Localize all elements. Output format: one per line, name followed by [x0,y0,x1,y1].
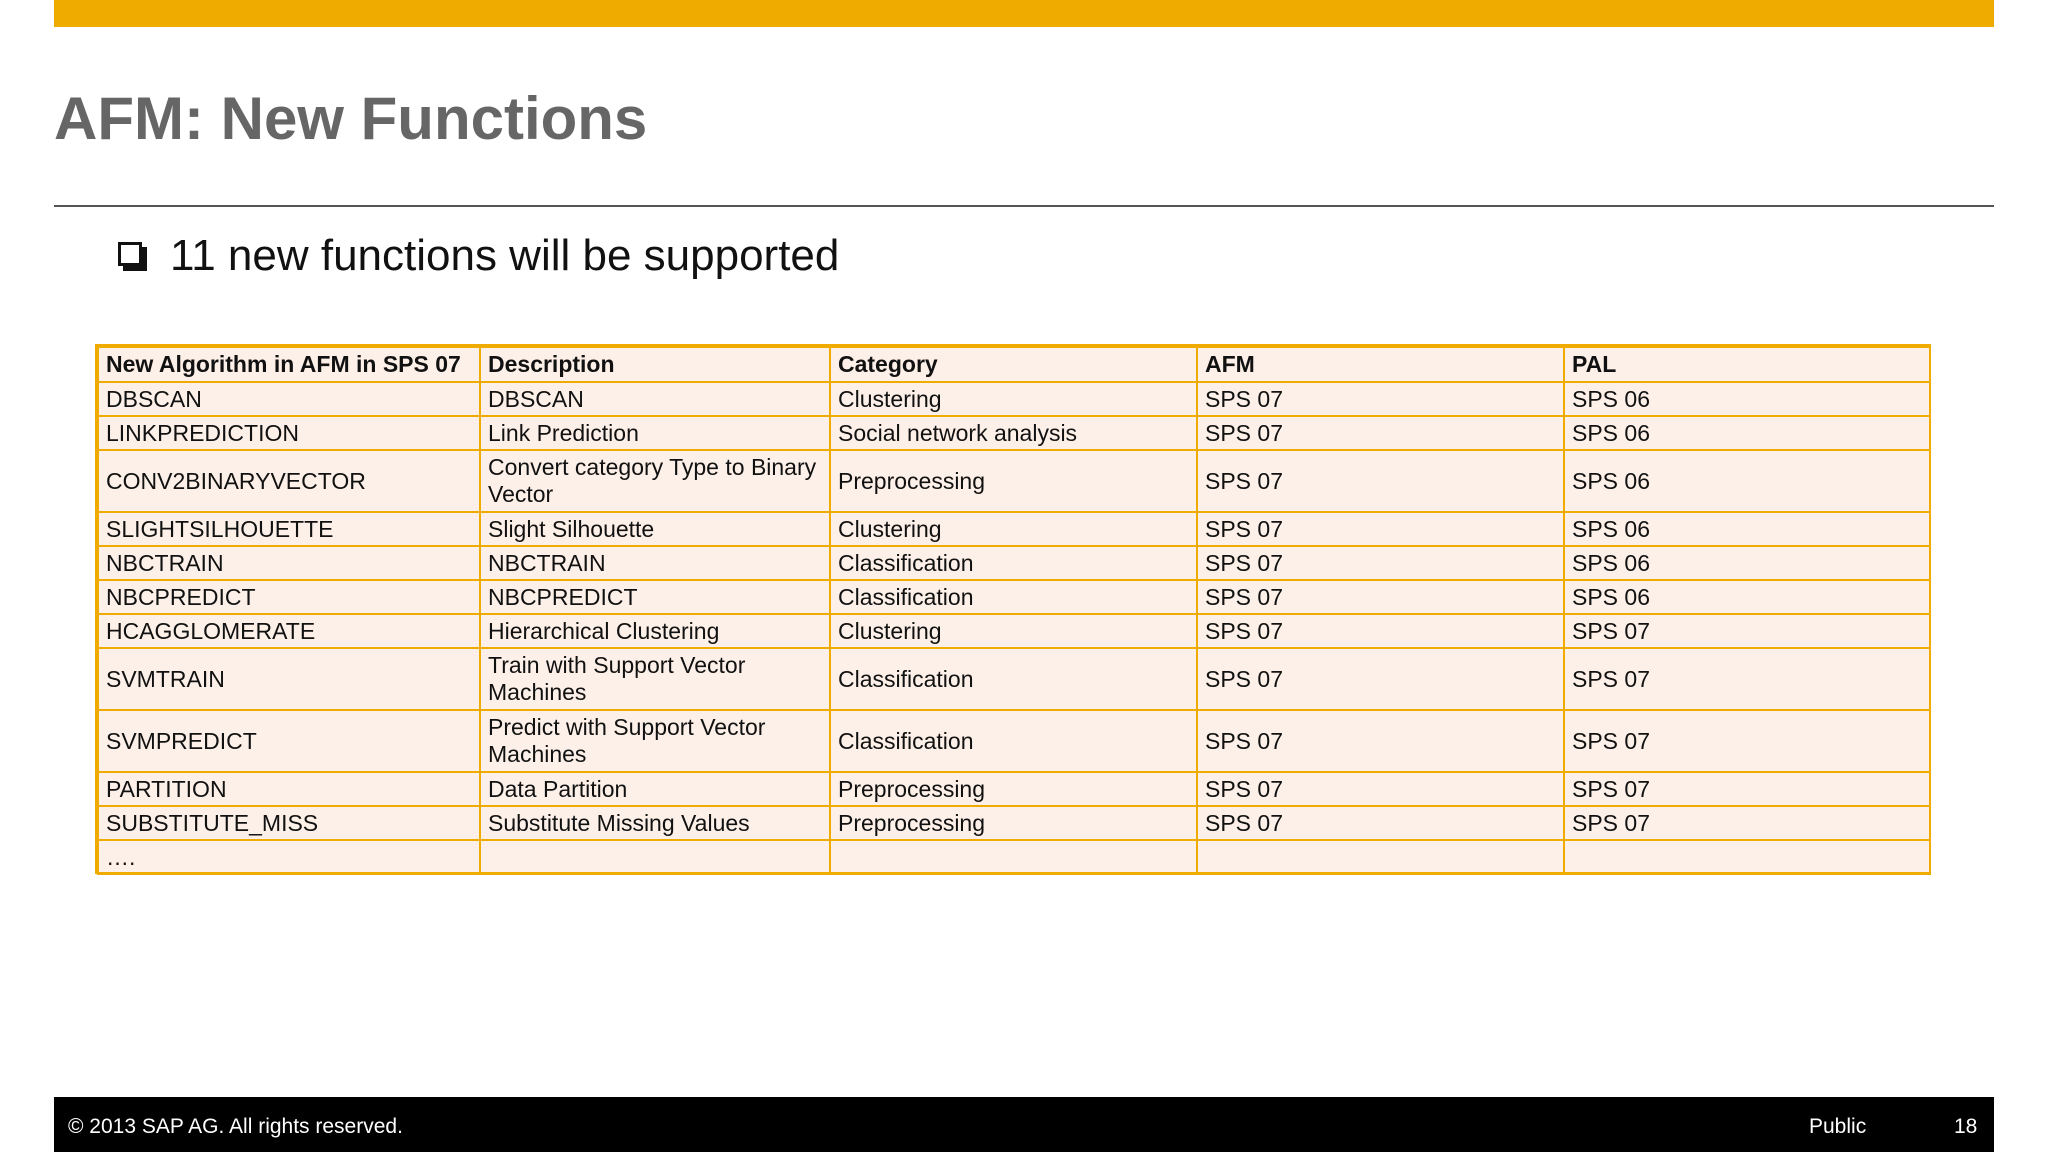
cell-afm: SPS 07 [1197,382,1564,416]
cell-pal: SPS 06 [1564,580,1930,614]
cell-afm: SPS 07 [1197,710,1564,772]
cell-pal: SPS 06 [1564,416,1930,450]
cell-category [830,840,1197,874]
table-row [98,382,1930,416]
table-row [98,772,1930,806]
cell-pal: SPS 07 [1564,772,1930,806]
cell-pal: SPS 06 [1564,450,1930,512]
footer-copyright: © 2013 SAP AG. All rights reserved. [68,1115,403,1138]
cell-category: Classification [830,546,1197,580]
cell-afm: SPS 07 [1197,416,1564,450]
table-row [98,450,1930,512]
table-row [98,416,1930,450]
table-row [98,648,1930,710]
cell-afm: SPS 07 [1197,806,1564,840]
cell-description: NBCTRAIN [480,546,830,580]
cell-algorithm: SVMPREDICT [98,710,480,772]
cell-pal: SPS 07 [1564,614,1930,648]
cell-algorithm: …. [98,840,480,874]
cell-algorithm: CONV2BINARYVECTOR [98,450,480,512]
cell-pal [1564,840,1930,874]
slide-title: AFM: New Functions [54,85,648,152]
cell-category: Clustering [830,382,1197,416]
bullet-point [118,226,839,286]
cell-pal: SPS 07 [1564,710,1930,772]
cell-description: Slight Silhouette [480,512,830,546]
cell-category: Clustering [830,512,1197,546]
table-row [98,546,1930,580]
cell-description: Convert category Type to Binary Vector [480,450,830,512]
cell-algorithm: HCAGGLOMERATE [98,614,480,648]
footer-classification: Public [1809,1115,1867,1138]
checkbox-bullet-icon [118,242,142,266]
cell-algorithm: PARTITION [98,772,480,806]
column-header-pal: PAL [1564,347,1930,382]
cell-algorithm: LINKPREDICTION [98,416,480,450]
cell-algorithm: SVMTRAIN [98,648,480,710]
table-row [98,840,1930,874]
cell-afm: SPS 07 [1197,450,1564,512]
table-row [98,580,1930,614]
cell-description: Link Prediction [480,416,830,450]
cell-category: Classification [830,648,1197,710]
table-row [98,806,1930,840]
column-header-afm: AFM [1197,347,1564,382]
cell-afm [1197,840,1564,874]
cell-description: Hierarchical Clustering [480,614,830,648]
cell-description: NBCPREDICT [480,580,830,614]
title-divider [54,205,1994,207]
cell-pal: SPS 06 [1564,512,1930,546]
cell-algorithm: DBSCAN [98,382,480,416]
cell-pal: SPS 07 [1564,648,1930,710]
cell-description: Substitute Missing Values [480,806,830,840]
cell-category: Classification [830,580,1197,614]
cell-description: Predict with Support Vector Machines [480,710,830,772]
column-header-description: Description [480,347,830,382]
top-accent-bar [54,0,1994,27]
table-row [98,710,1930,772]
cell-description: DBSCAN [480,382,830,416]
functions-table-container [95,344,1931,874]
cell-afm: SPS 07 [1197,772,1564,806]
table-row [98,614,1930,648]
cell-algorithm: NBCPREDICT [98,580,480,614]
cell-pal: SPS 06 [1564,382,1930,416]
cell-description [480,840,830,874]
cell-category: Preprocessing [830,772,1197,806]
cell-category: Classification [830,710,1197,772]
cell-afm: SPS 07 [1197,648,1564,710]
cell-afm: SPS 07 [1197,546,1564,580]
column-header-algorithm: New Algorithm in AFM in SPS 07 [98,347,480,382]
footer-bar [54,1097,1994,1152]
cell-algorithm: NBCTRAIN [98,546,480,580]
cell-category: Preprocessing [830,806,1197,840]
cell-algorithm: SLIGHTSILHOUETTE [98,512,480,546]
cell-afm: SPS 07 [1197,512,1564,546]
cell-afm: SPS 07 [1197,614,1564,648]
bullet-text: 11 new functions will be supported [170,231,840,280]
cell-category: Preprocessing [830,450,1197,512]
cell-category: Social network analysis [830,416,1197,450]
cell-algorithm: SUBSTITUTE_MISS [98,806,480,840]
cell-afm: SPS 07 [1197,580,1564,614]
table-row [98,512,1930,546]
cell-description: Data Partition [480,772,830,806]
cell-description: Train with Support Vector Machines [480,648,830,710]
functions-table [97,346,1931,875]
footer-page-number: 18 [1954,1115,1978,1138]
table-header-row [98,347,1930,382]
cell-pal: SPS 06 [1564,546,1930,580]
column-header-category: Category [830,347,1197,382]
cell-pal: SPS 07 [1564,806,1930,840]
cell-category: Clustering [830,614,1197,648]
